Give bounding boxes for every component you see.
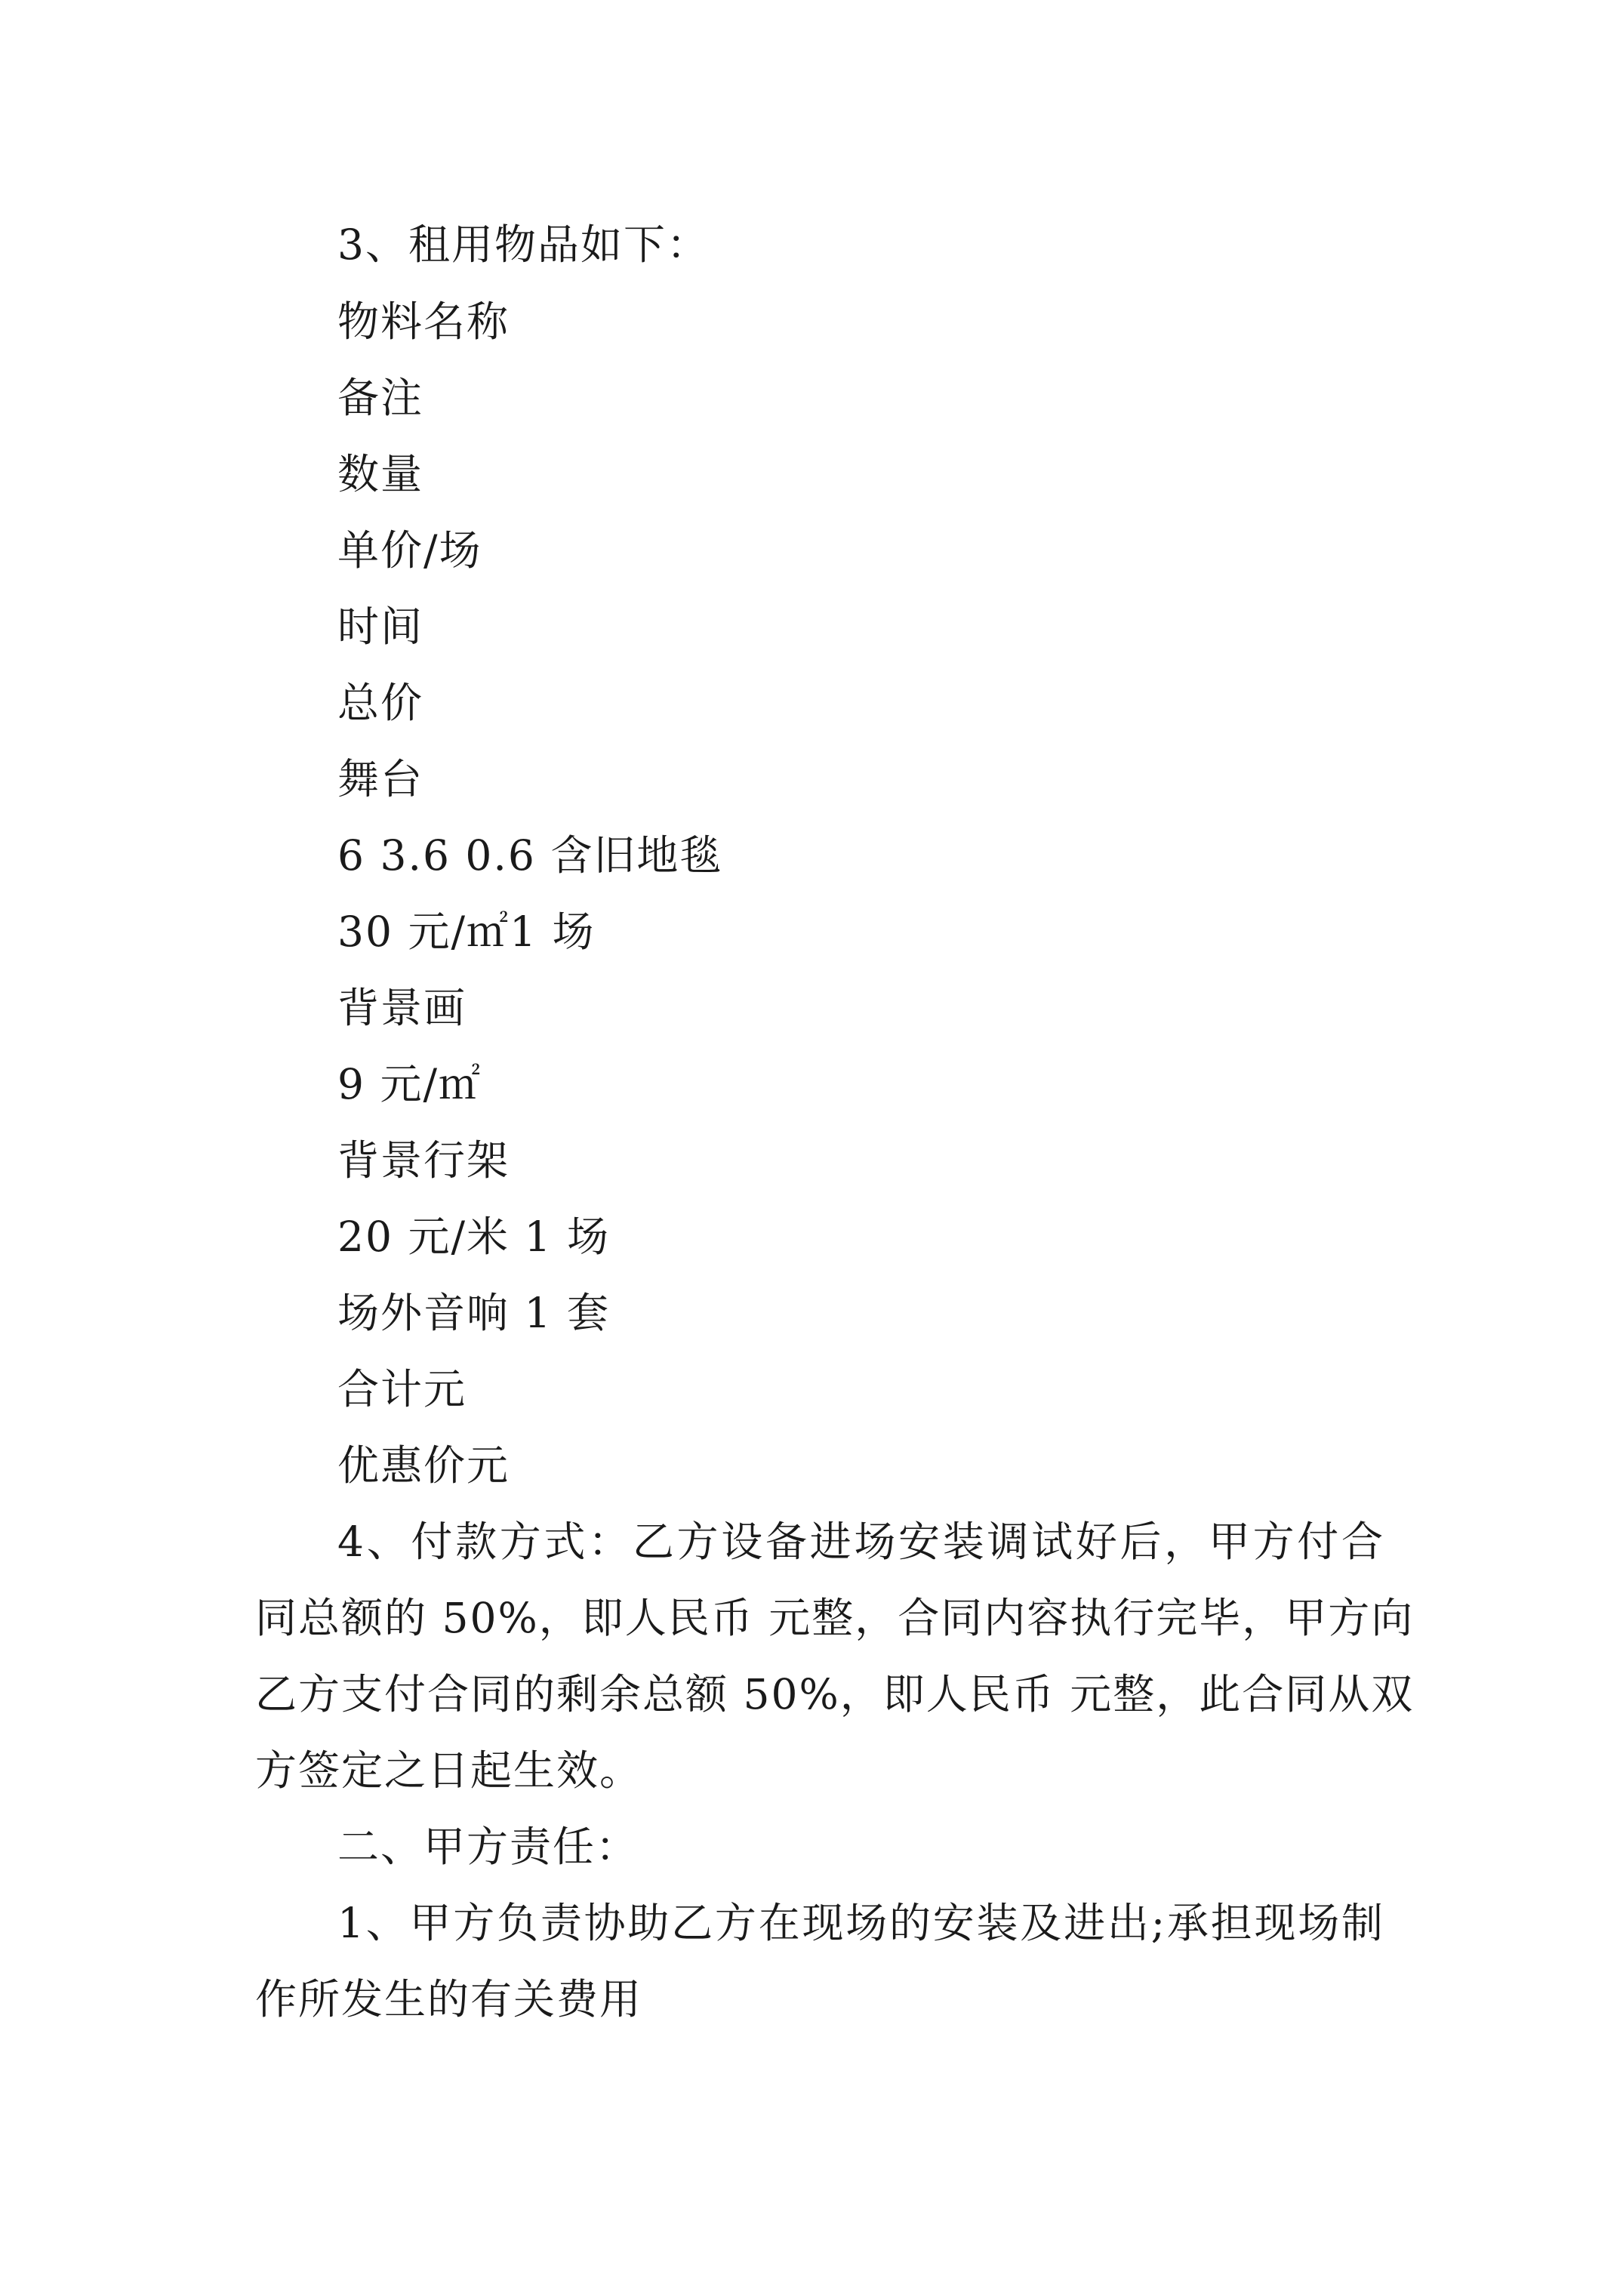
list-item: 优惠价元 xyxy=(337,1441,510,1490)
list-item: 9 元/㎡ xyxy=(337,1060,482,1108)
payment-line: 4、付款方式：乙方设备进场安装调试好后，甲方付合 xyxy=(337,1518,1384,1566)
list-item: 舞台 xyxy=(337,755,424,803)
section-heading: 二、甲方责任： xyxy=(337,1823,639,1871)
list-item: 背景画 xyxy=(337,984,467,1032)
list-item: 备注 xyxy=(337,374,424,422)
items-intro: 3、租用物品如下： xyxy=(337,220,710,269)
responsibility-line: 1、甲方负责协助乙方在现场的安装及进出;承担现场制 xyxy=(337,1899,1384,1947)
list-item: 背景行架 xyxy=(337,1136,510,1185)
list-item: 时间 xyxy=(337,603,424,651)
payment-line: 方签定之日起生效。 xyxy=(255,1746,643,1795)
list-item: 总价 xyxy=(337,679,424,727)
payment-line: 同总额的 50%，即人民币 元整，合同内容执行完毕，甲方向 xyxy=(255,1594,1415,1642)
list-item: 场外音响 1 套 xyxy=(337,1289,610,1337)
list-item: 20 元/米 1 场 xyxy=(337,1213,610,1261)
responsibility-line: 作所发生的有关费用 xyxy=(255,1975,643,2023)
list-item: 单价/场 xyxy=(337,526,482,575)
list-item: 物料名称 xyxy=(337,297,510,346)
list-item: 30 元/㎡1 场 xyxy=(337,908,596,956)
list-item: 6 3.6 0.6 含旧地毯 xyxy=(337,831,723,880)
payment-line: 乙方支付合同的剩余总额 50%，即人民币 元整，此合同从双 xyxy=(255,1670,1415,1718)
list-item: 数量 xyxy=(337,450,424,498)
list-item: 合计元 xyxy=(337,1365,467,1413)
